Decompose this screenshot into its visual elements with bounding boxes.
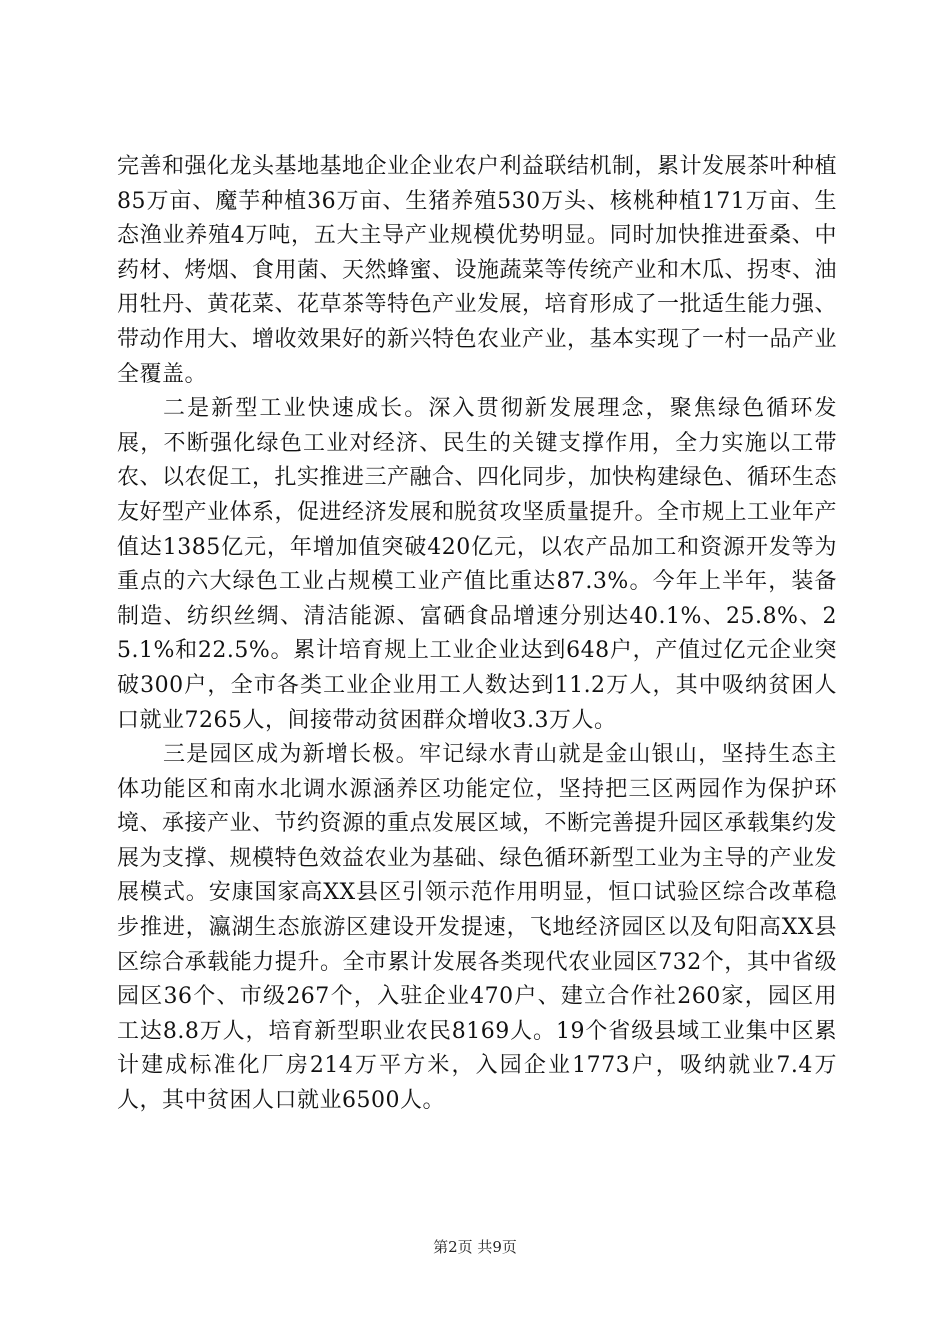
- document-body: [117, 150, 837, 1119]
- paragraph-continuation: 完善和强化龙头基地基地企业企业农户利益联结机制，累计发展茶叶种植85万亩、魔芋种植36万亩、生猪养殖530万头、核桃种植171万亩、生态渔业养殖4万吨，五大主导产业规模优势明显。同时加快推进蚕桑、中药材、烤烟、食用菌、天然蜂蜜、设施蔬菜等传统产业和木瓜、拐枣、油用牡丹、黄花菜、花草茶等特色产业发展，培育形成了一批适生能力强、带动作用大、增收效果好的新兴特色农业产业，基本实现了一村一品产业全覆盖。: [117, 154, 838, 387]
- paragraph-new-industry: 二是新型工业快速成长。深入贯彻新发展理念，聚焦绿色循环发展，不断强化绿色工业对经济、民生的关键支撑作用，全力实施以工带农、以农促工，扎实推进三产融合、四化同步，加快构建绿色、循环生态友好型产业体系，促进经济发展和脱贫攻坚质量提升。全市规上工业年产值达1385亿元，年增加值突破420亿元，以农产品加工和资源开发等为重点的六大绿色工业占规模工业产值比重达87.3%。今年上半年，装备制造、纺织丝绸、清洁能源、富硒食品增速分别达40.1%、25.8%、25.1%和22.5%。累计培育规上工业企业达到648户，产值过亿元企业突破300户，全市各类工业企业用工人数达到11.2万人，其中吸纳贫困人口就业7265人，间接带动贫困群众增收3.3万人。: [117, 396, 838, 733]
- page-number-footer: 第2页 共9页: [433, 1238, 517, 1256]
- paragraph-industrial-parks: 三是园区成为新增长极。牢记绿水青山就是金山银山，坚持生态主体功能区和南水北调水源涵养区功能定位，坚持把三区两园作为保护环境、承接产业、节约资源的重点发展区域，不断完善提升园区承载集约发展为支撑、规模特色效益农业为基础、绿色循环新型工业为主导的产业发展模式。安康国家高XX县区引领示范作用明显，恒口试验区综合改革稳步推进，瀛湖生态旅游区建设开发提速，飞地经济园区以及旬阳高XX县区综合承载能力提升。全市累计发展各类现代农业园区732个，其中省级园区36个、市级267个，入驻企业470户、建立合作社260家，园区用工达8.8万人，培育新型职业农民8169人。19个省级县域工业集中区累计建成标准化厂房214万平方米，入园企业1773户，吸纳就业7.4万人，其中贫困人口就业6500人。: [117, 742, 838, 1114]
